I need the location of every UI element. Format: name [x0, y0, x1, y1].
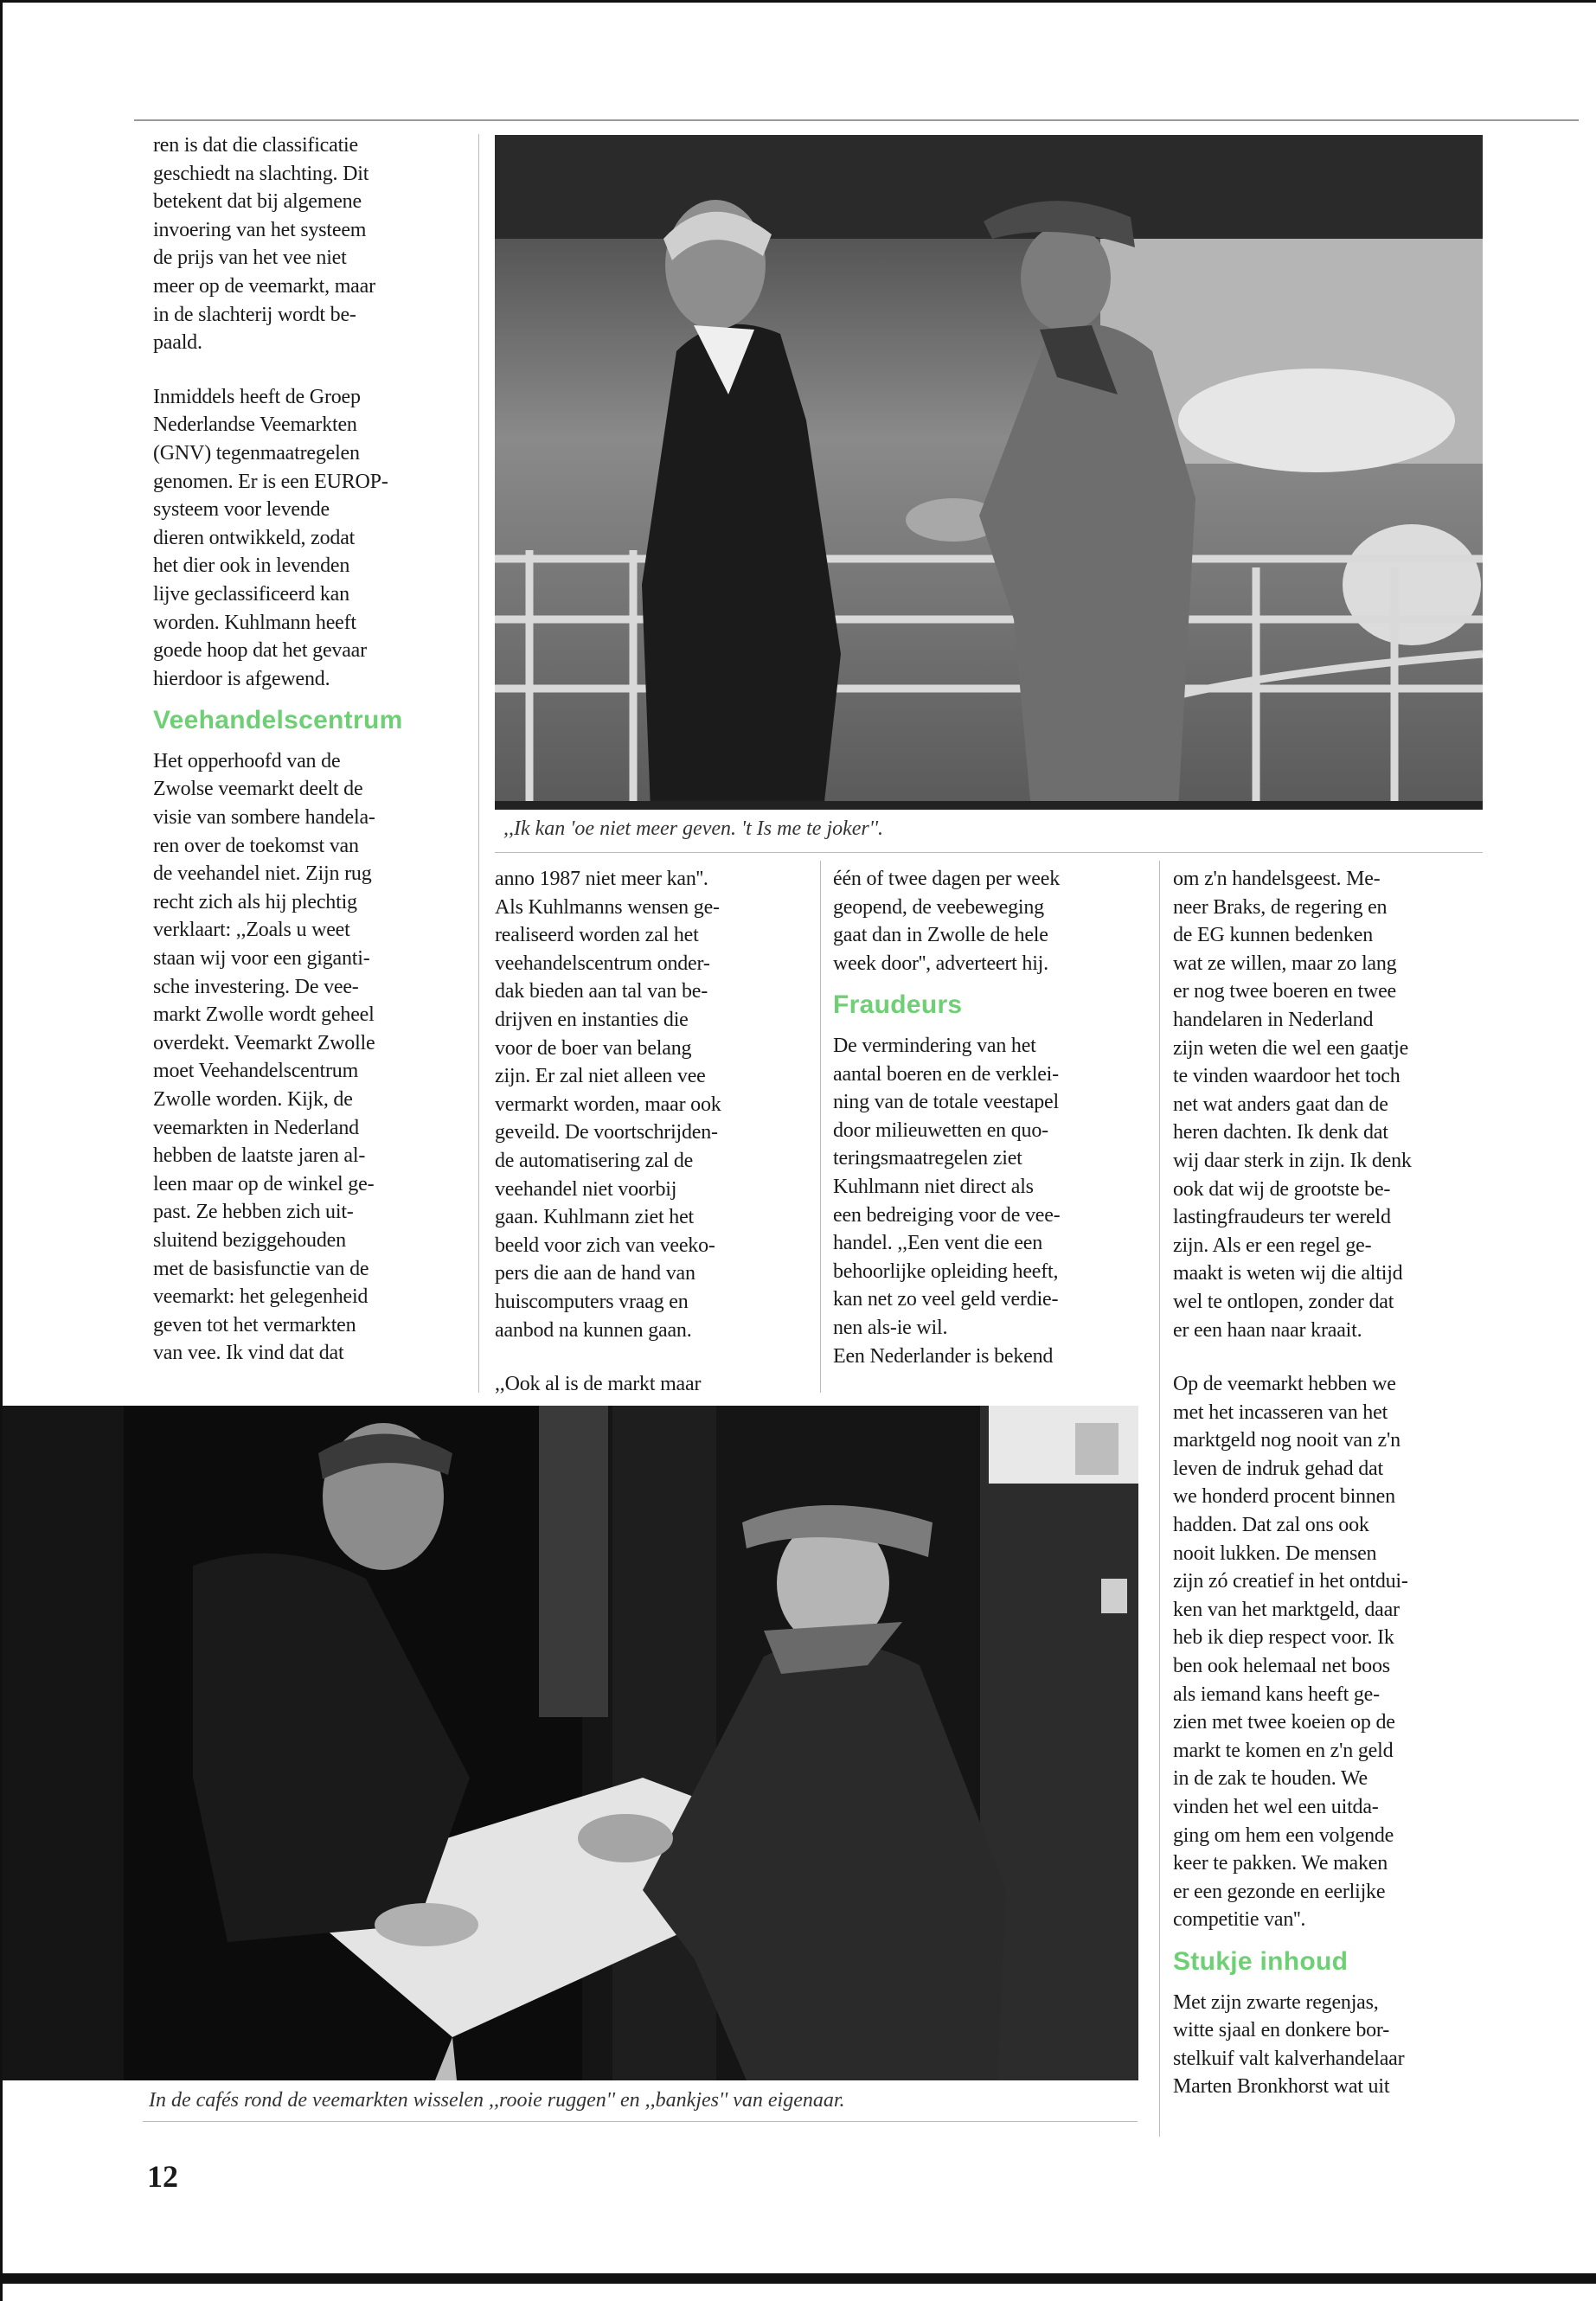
col3-paragraph-1 — [833, 865, 1155, 977]
text-line: geopend, de veebeweging — [833, 895, 1044, 919]
text-line: ren is dat die classificatie — [153, 134, 358, 157]
text-line: de automatisering zal de — [495, 1149, 694, 1172]
text-line: leven de indruk gehad dat — [1173, 1457, 1383, 1480]
text-line: wat ze willen, maar zo lang — [1173, 952, 1397, 975]
text-line: stelkuif valt kalverhandelaar — [1173, 2047, 1405, 2070]
text-line: Een Nederlander is bekend — [833, 1344, 1054, 1368]
text-line: ook dat wij de grootste be- — [1173, 1177, 1391, 1201]
text-line: Zwolse veemarkt deelt de — [153, 778, 363, 801]
text-line: veemarkt: het gelegenheid — [153, 1285, 369, 1309]
text-line: ning van de totale veestapel — [833, 1091, 1059, 1114]
text-line: week door'', adverteert hij. — [833, 952, 1048, 975]
text-line: markt Zwolle wordt geheel — [153, 1003, 375, 1027]
text-line: worden. Kuhlmann heeft — [153, 611, 356, 634]
text-line: hadden. Dat zal ons ook — [1173, 1514, 1369, 1537]
text-line: (GNV) tegenmaatregelen — [153, 441, 360, 465]
text-line: sche investering. De vee- — [153, 975, 359, 998]
text-line: aanbod na kunnen gaan. — [495, 1318, 692, 1342]
column-divider-2 — [820, 861, 821, 1393]
text-line: zijn. Er zal niet alleen vee — [495, 1065, 706, 1088]
column-divider-3 — [1159, 861, 1160, 2137]
text-line: een bedreiging voor de vee- — [833, 1203, 1061, 1227]
text-line: nen als-ie wil. — [833, 1316, 948, 1339]
text-line: de veehandel niet. Zijn rug — [153, 862, 372, 886]
text-line: veehandelscentrum onder- — [495, 952, 710, 975]
bottom-rule — [0, 2273, 1596, 2284]
text-line: aantal boeren en de verklei- — [833, 1062, 1059, 1086]
text-line: pers die aan de hand van — [495, 1262, 695, 1285]
text-line: recht zich als hij plechtig — [153, 890, 357, 913]
text-line: hierdoor is afgewend. — [153, 667, 330, 690]
text-line: competitie van''. — [1173, 1908, 1306, 1932]
text-line: veehandel niet voorbij — [495, 1177, 677, 1201]
text-line: net wat anders gaat dan de — [1173, 1093, 1388, 1116]
text-line: zijn zó creatief in het ontdui- — [1173, 1570, 1408, 1593]
col4-paragraph-3 — [1173, 1989, 1502, 2101]
col1-paragraph-1 — [153, 131, 469, 357]
col1-paragraph-3 — [153, 747, 469, 1368]
bottom-photo-caption: In de cafés rond de veemarkten wisselen ,,rooie ruggen'' en ,,bankjes'' van eigenaar. — [149, 2089, 845, 2112]
text-line: zien met twee koeien op de — [1173, 1711, 1395, 1734]
heading-stukje-inhoud: Stukje inhoud — [1173, 1946, 1349, 1976]
text-line: De vermindering van het — [833, 1034, 1036, 1057]
text-line: er nog twee boeren en twee — [1173, 980, 1397, 1003]
text-line: handel. ,,Een vent die een — [833, 1232, 1043, 1255]
text-line: meer op de veemarkt, maar — [153, 274, 375, 298]
col3-paragraph-2 — [833, 1032, 1155, 1370]
text-line: moet Veehandelscentrum — [153, 1060, 359, 1083]
column-4 — [1173, 865, 1502, 2101]
text-line: één of twee dagen per week — [833, 868, 1060, 890]
heading-veehandelscentrum: Veehandelscentrum — [153, 706, 403, 735]
text-line: gaan. Kuhlmann ziet het — [495, 1206, 694, 1229]
col2-paragraph-1 — [495, 865, 817, 1344]
text-line: met het incasseren van het — [1173, 1400, 1388, 1424]
text-line: markt te komen en z'n geld — [1173, 1739, 1394, 1762]
text-line: Het opperhoofd van de — [153, 749, 341, 772]
text-line: teringsmaatregelen ziet — [833, 1147, 1022, 1170]
text-line: vinden het wel een uitda- — [1173, 1796, 1379, 1818]
text-line: geschiedt na slachting. Dit — [153, 162, 369, 185]
page-number: 12 — [147, 2159, 178, 2194]
text-line: handelaren in Nederland — [1173, 1008, 1374, 1031]
text-line: wel te ontlopen, zonder dat — [1173, 1290, 1394, 1313]
text-line: ren over de toekomst van — [153, 834, 359, 857]
text-line: ,,Ook al is de markt maar — [495, 1373, 702, 1396]
text-line: hebben de laatste jaren al- — [153, 1144, 366, 1168]
text-line: veemarkten in Nederland — [153, 1116, 359, 1139]
col2-paragraph-2 — [495, 1370, 817, 1399]
text-line: lastingfraudeurs ter wereld — [1173, 1206, 1391, 1229]
column-2 — [495, 865, 817, 1399]
text-line: er een haan naar kraait. — [1173, 1318, 1362, 1342]
text-line: dieren ontwikkeld, zodat — [153, 526, 356, 549]
text-line: ken van het marktgeld, daar — [1173, 1598, 1400, 1621]
text-line: geven tot het vermarkten — [153, 1313, 356, 1336]
text-line: visie van sombere handela- — [153, 806, 375, 830]
text-line: kan net zo veel geld verdie- — [833, 1288, 1059, 1311]
top-rule — [134, 119, 1579, 121]
text-line: als iemand kans heeft ge- — [1173, 1682, 1380, 1706]
text-line: Marten Bronkhorst wat uit — [1173, 2075, 1390, 2099]
text-line: ben ook helemaal net boos — [1173, 1655, 1390, 1678]
text-line: paald. — [153, 331, 202, 355]
text-line: het dier ook in levenden — [153, 554, 350, 578]
text-line: zijn weten die wel een gaatje — [1173, 1036, 1409, 1060]
cafe-photo-two-men — [3, 1406, 1138, 2080]
text-line: beeld voor zich van veeko- — [495, 1234, 715, 1257]
caption-rule — [495, 852, 1483, 853]
text-line: ging om hem een volgende — [1173, 1823, 1394, 1847]
text-line: genomen. Er is een EUROP- — [153, 470, 388, 493]
column-1 — [153, 131, 469, 1368]
text-line: marktgeld nog nooit van z'n — [1173, 1429, 1401, 1452]
text-line: Nederlandse Veemarkten — [153, 413, 357, 437]
text-line: drijven en instanties die — [495, 1008, 689, 1031]
text-line: verklaart: ,,Zoals u weet — [153, 919, 350, 942]
text-line: betekent dat bij algemene — [153, 190, 362, 214]
text-line: heren dachten. Ik denk dat — [1173, 1121, 1388, 1144]
text-line: Zwolle worden. Kijk, de — [153, 1088, 353, 1111]
text-line: door milieuwetten en quo- — [833, 1118, 1048, 1142]
col1-paragraph-2 — [153, 383, 469, 694]
text-line: behoorlijke opleiding heeft, — [833, 1259, 1059, 1283]
text-line: vermarkt worden, maar ook — [495, 1093, 721, 1116]
col4-paragraph-1 — [1173, 865, 1502, 1344]
text-line: om z'n handelsgeest. Me- — [1173, 868, 1381, 890]
text-line: sluitend beziggehouden — [153, 1228, 346, 1252]
bottom-caption-rule — [143, 2121, 1138, 2122]
text-line: Als Kuhlmanns wensen ge- — [495, 895, 720, 919]
col4-paragraph-2 — [1173, 1370, 1502, 1934]
text-line: overdekt. Veemarkt Zwolle — [153, 1031, 375, 1054]
text-line: keer te pakken. We maken — [1173, 1852, 1388, 1875]
text-line: past. Ze hebben zich uit- — [153, 1201, 354, 1224]
text-line: wij daar sterk in zijn. Ik denk — [1173, 1149, 1412, 1172]
column-3 — [833, 865, 1155, 1370]
text-line: leen maar op de winkel ge- — [153, 1172, 375, 1195]
market-photo-two-men — [495, 135, 1483, 810]
text-line: maakt is weten wij die altijd — [1173, 1262, 1403, 1285]
top-photo-caption: ,,Ik kan 'oe niet meer geven. 't Is me te joker''. — [503, 817, 884, 840]
text-line: Inmiddels heeft de Groep — [153, 385, 361, 408]
text-line: neer Braks, de regering en — [1173, 895, 1388, 919]
text-line: in de slachterij wordt be- — [153, 303, 356, 326]
text-line: Met zijn zwarte regenjas, — [1173, 1990, 1379, 2014]
text-line: goede hoop dat het gevaar — [153, 639, 367, 663]
text-line: Op de veemarkt hebben we — [1173, 1373, 1396, 1396]
text-line: de EG kunnen bedenken — [1173, 924, 1374, 947]
text-line: de prijs van het vee niet — [153, 247, 347, 270]
text-line: van vee. Ik vind dat dat — [153, 1342, 344, 1365]
text-line: geveild. De voortschrijden- — [495, 1121, 718, 1144]
text-line: dak bieden aan tal van be- — [495, 980, 708, 1003]
text-line: realiseerd worden zal het — [495, 924, 699, 947]
text-line: gaat dan in Zwolle de hele — [833, 924, 1048, 947]
text-line: met de basisfunctie van de — [153, 1257, 369, 1280]
text-line: te vinden waardoor het toch — [1173, 1065, 1401, 1088]
text-line: staan wij voor een giganti- — [153, 947, 370, 971]
text-line: voor de boer van belang — [495, 1036, 692, 1060]
heading-fraudeurs: Fraudeurs — [833, 990, 963, 1020]
text-line: zijn. Als er een regel ge- — [1173, 1234, 1372, 1257]
text-line: systeem voor levende — [153, 498, 330, 522]
column-divider-1 — [478, 134, 479, 1393]
text-line: in de zak te houden. We — [1173, 1767, 1368, 1791]
text-line: er een gezonde en eerlijke — [1173, 1880, 1386, 1903]
text-line: nooit lukken. De mensen — [1173, 1541, 1377, 1565]
text-line: witte sjaal en donkere bor- — [1173, 2019, 1390, 2042]
text-line: Kuhlmann niet direct als — [833, 1175, 1034, 1198]
text-line: heb ik diep respect voor. Ik — [1173, 1626, 1394, 1650]
text-line: we honderd procent binnen — [1173, 1485, 1395, 1509]
text-line: huiscomputers vraag en — [495, 1290, 689, 1313]
text-line: lijve geclassificeerd kan — [153, 582, 349, 606]
text-line: invoering van het systeem — [153, 218, 367, 241]
text-line: anno 1987 niet meer kan''. — [495, 868, 708, 890]
